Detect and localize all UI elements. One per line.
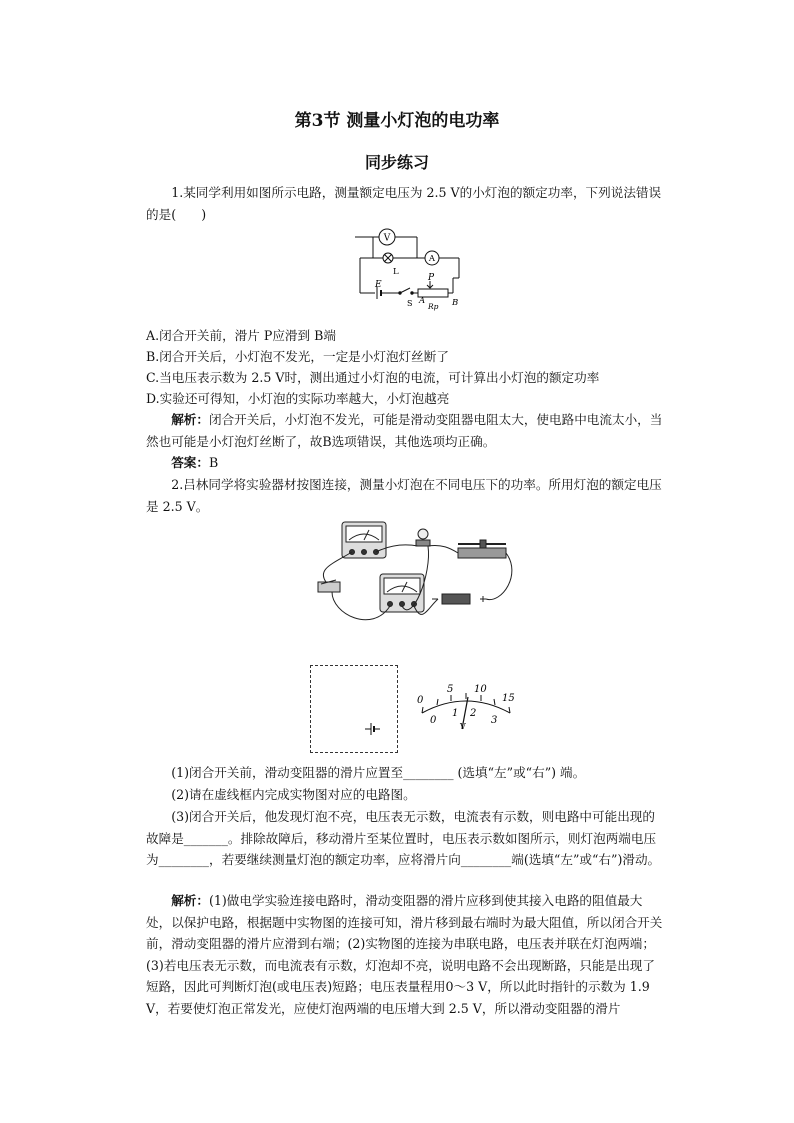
q1-option-d: D.实验还可得知，小灯泡的实际功率越大，小灯泡越亮 xyxy=(146,391,450,406)
scale-top-5: 5 xyxy=(447,684,454,695)
scale-top-15: 15 xyxy=(502,693,515,704)
q1-option-a: A.闭合开关前，滑片 P应滑到 B端 xyxy=(146,328,336,343)
meter-unit: V xyxy=(460,722,466,731)
q2-apparatus-illustration xyxy=(312,514,522,644)
end-a-label: A xyxy=(419,296,426,306)
q1-analysis-text: 闭合开关后，小灯泡不发光，可能是滑动变阻器电阻太大，使电路中电流太小，当然也可能是小灯泡灯丝断了，故B选项错误，其他选项均正确。 xyxy=(146,412,663,449)
slider-label: P xyxy=(428,273,435,283)
lamp-label: L xyxy=(393,267,399,277)
battery-symbol-icon xyxy=(365,722,381,736)
q2-sub3: (3)闭合开关后，他发现灯泡不亮，电压表无示数，电流表有示数，则电路中可能出现的故障是_______。排除故障后，移动滑片至某位置时，电压表示数如图所示，则灯泡两端电压为________，若要继续测量灯泡的额定功率，应将滑片向________端(选填“左”或“右”)滑动。 xyxy=(146,809,661,867)
voltmeter-label: V xyxy=(383,233,391,244)
scale-bottom-0: 0 xyxy=(430,715,437,726)
q1-answer xyxy=(146,452,666,474)
q1-stem: 1.某同学利用如图所示电路，测量额定电压为 2.5 V的小灯泡的额定功率，下列说法错误的是( ) xyxy=(146,185,662,222)
scale-bottom-2: 2 xyxy=(470,708,477,719)
source-label: E xyxy=(375,280,382,290)
q2-sub1: (1)闭合开关前，滑动变阻器的滑片应置至________ (选填“左”或“右”) 端。 xyxy=(171,765,586,780)
page-title: 第3节 测量小灯泡的电功率 xyxy=(294,111,500,131)
q1-analysis-label: 解析： xyxy=(171,412,209,427)
voltmeter-dial xyxy=(414,683,518,733)
q1-answer-text: B xyxy=(208,455,219,470)
scale-bottom-3: 3 xyxy=(491,715,498,726)
q1-option-b: B.闭合开关后，小灯泡不发光，一定是小灯泡灯丝断了 xyxy=(146,349,449,364)
rheostat-label: Rp xyxy=(428,302,439,311)
switch-label: S xyxy=(407,299,413,308)
circuit-drawing-box[interactable] xyxy=(310,665,398,753)
q2-analysis xyxy=(146,890,666,1019)
q2-sub2: (2)请在虚线框内完成实物图对应的电路图。 xyxy=(171,787,416,802)
ammeter-label: A xyxy=(428,254,436,264)
end-b-label: B xyxy=(452,298,459,308)
scale-top-10: 10 xyxy=(474,684,487,695)
q1-option-c: C.当电压表示数为 2.5 V时，测出通过小灯泡的电流，可计算出小灯泡的额定功率 xyxy=(146,370,600,385)
scale-bottom-1: 1 xyxy=(452,708,459,719)
q2-stem: 2.吕林同学将实验器材按图连接，测量小灯泡在不同电压下的功率。所用灯泡的额定电压是 2.5 V。 xyxy=(146,477,662,514)
q2-analysis-text: (1)做电学实验连接电路时，滑动变阻器的滑片应移到使其接入电路的阻值最大处，以保护电路，根据题中实物图的连接可知，滑片移到最右端时为最大阻值，所以闭合开关前，滑动变阻器的滑片应滑到右端；(2)实物图的连接为串联电路，电压表并联在灯泡两端；(3)若电压表无示数，而电流表有示数，灯泡却不亮，说明电路不会出现断路，只能是出现了短路，因此可判断灯泡(或电压表)短路；电压表量程用0～3 V，所以此时指针的示数为 1.9 V，若要使灯泡正常发光，应使灯泡两端的电压增大到 2.5 V，所以滑动变阻器的滑片 xyxy=(146,893,663,1016)
q2-analysis-label: 解析： xyxy=(171,893,209,908)
q1-analysis xyxy=(146,409,666,452)
q1-circuit-diagram xyxy=(355,225,465,317)
q1-answer-label: 答案： xyxy=(171,455,209,470)
page-subtitle: 同步练习 xyxy=(364,153,429,172)
scale-top-0: 0 xyxy=(417,695,424,706)
